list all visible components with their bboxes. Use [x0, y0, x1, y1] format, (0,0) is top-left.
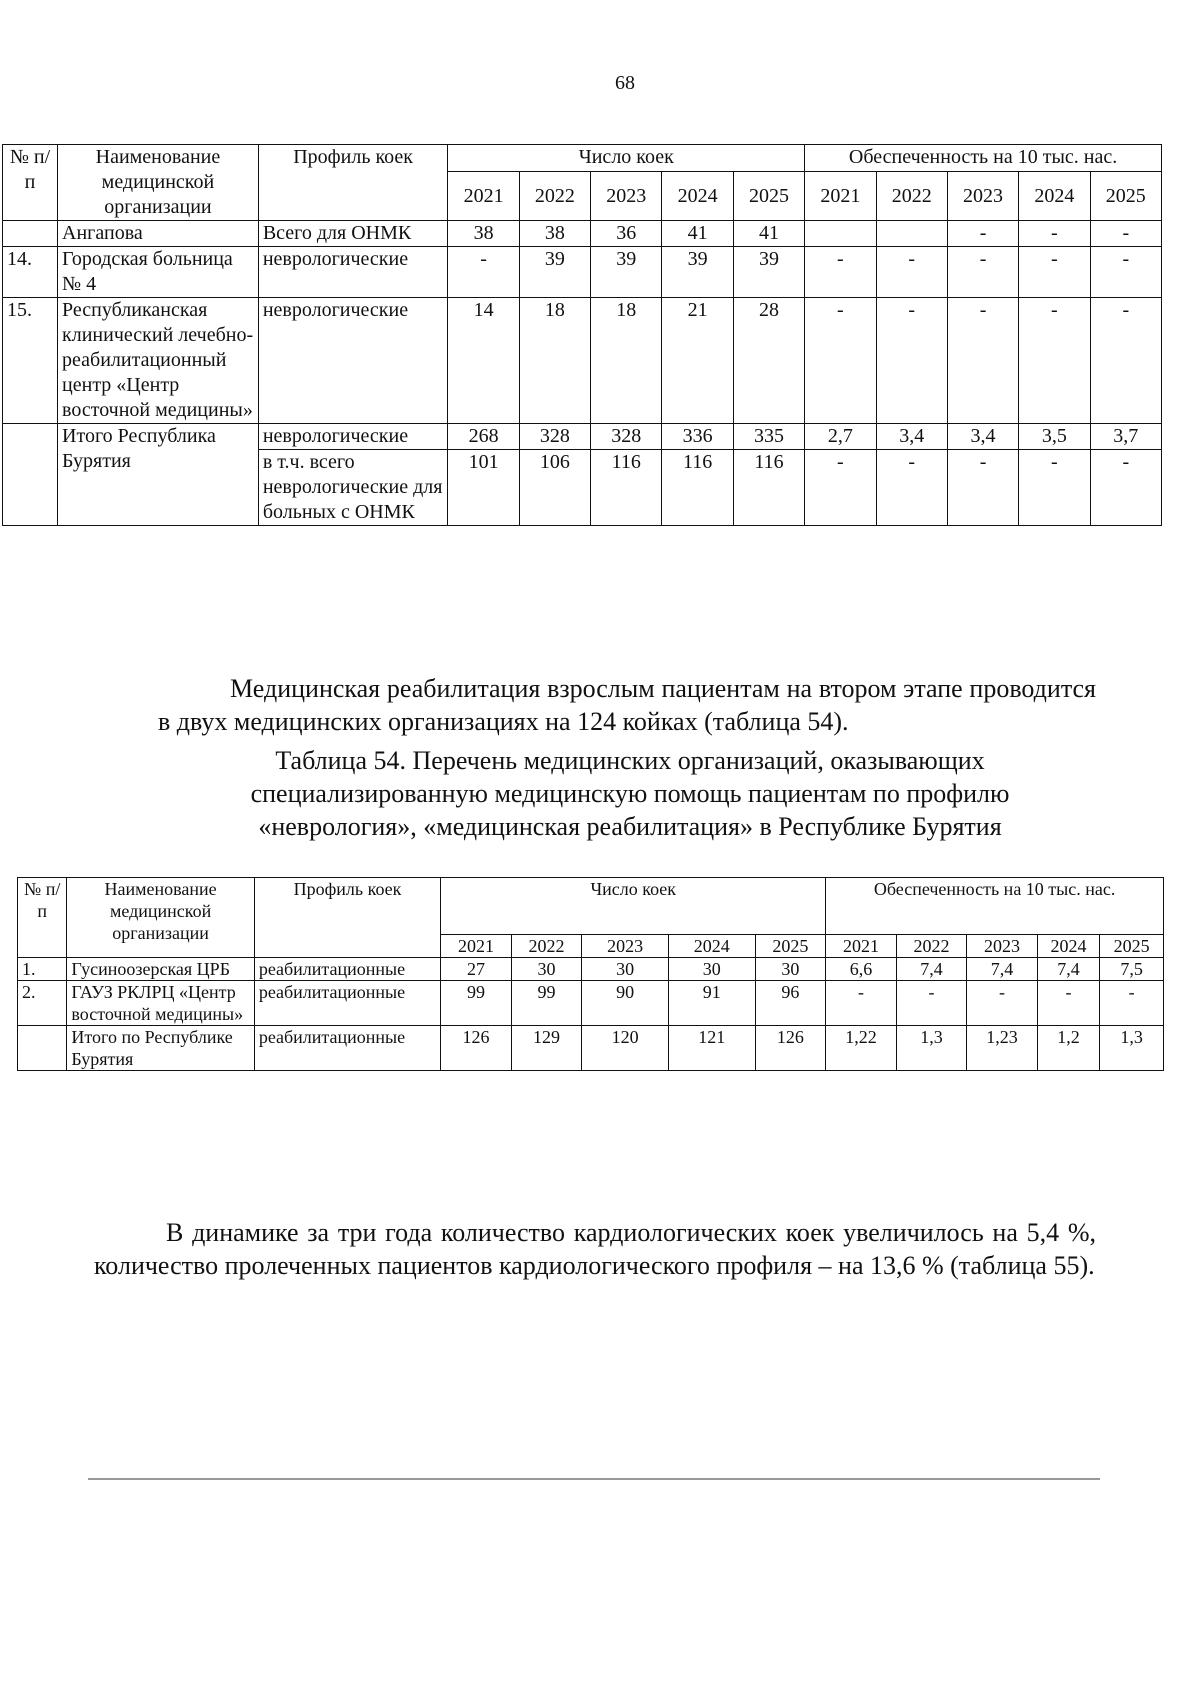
col-header-num: № п/п — [18, 878, 67, 958]
year-header: 2021 — [805, 172, 876, 221]
year-header: 2024 — [1037, 935, 1099, 958]
beds-value: 335 — [733, 424, 804, 450]
bed-profile: реабилитационные — [254, 958, 440, 981]
beds-value: 30 — [755, 958, 826, 981]
beds-value: 101 — [448, 450, 519, 526]
beds-table-neurology — [2, 144, 1162, 526]
table-row — [3, 247, 1162, 298]
footer-divider — [88, 1478, 1100, 1480]
col-header-supply: Обеспеченность на 10 тыс. нас. — [805, 145, 1162, 172]
org-name: Гусиноозерская ЦРБ — [67, 958, 254, 981]
supply-value: - — [876, 247, 947, 298]
beds-value: 328 — [591, 424, 662, 450]
beds-value: 39 — [733, 247, 804, 298]
supply-value: - — [1019, 221, 1090, 247]
org-name: Республиканская клинический лечебно-реабилитационный центр «Центр восточной медицины» — [58, 298, 259, 424]
beds-value: 328 — [519, 424, 590, 450]
year-header: 2024 — [1019, 172, 1090, 221]
table-row-total — [18, 1026, 1164, 1071]
supply-value: - — [1037, 981, 1099, 1026]
org-name: ГАУЗ РКЛРЦ «Центр восточной медицины» — [67, 981, 254, 1026]
supply-value: 1,3 — [896, 1026, 967, 1071]
beds-value: 30 — [582, 958, 669, 981]
supply-value: - — [967, 981, 1038, 1026]
row-num: 1. — [18, 958, 67, 981]
supply-value: 3,5 — [1019, 424, 1090, 450]
year-header: 2025 — [1090, 172, 1161, 221]
bed-profile: неврологические — [258, 247, 448, 298]
beds-value: 91 — [668, 981, 755, 1026]
year-header: 2022 — [876, 172, 947, 221]
supply-value: - — [1100, 981, 1164, 1026]
row-num: 2. — [18, 981, 67, 1026]
supply-value: 1,2 — [1037, 1026, 1099, 1071]
beds-value: 21 — [662, 298, 733, 424]
beds-value: 41 — [662, 221, 733, 247]
row-num: 15. — [3, 298, 58, 424]
col-header-num: № п/п — [3, 145, 58, 221]
col-header-profile: Профиль коек — [258, 145, 448, 221]
paragraph-rehab: Медицинская реабилитация взрослым пациентам на втором этапе проводится в двух медицинских организациях на 124 койках (таблица 54). — [158, 674, 1096, 736]
table-row-total — [3, 424, 1162, 450]
beds-value: 106 — [519, 450, 590, 526]
supply-value: - — [1090, 298, 1161, 424]
supply-value: - — [1019, 450, 1090, 526]
supply-value: 7,4 — [967, 958, 1038, 981]
row-num — [18, 1026, 67, 1071]
table-54 — [17, 877, 1164, 1071]
beds-value: 18 — [519, 298, 590, 424]
beds-value: 36 — [591, 221, 662, 247]
supply-value: - — [947, 247, 1018, 298]
beds-value: 38 — [519, 221, 590, 247]
beds-value: 116 — [591, 450, 662, 526]
supply-value — [805, 221, 876, 247]
supply-value: - — [1019, 298, 1090, 424]
beds-value: 96 — [755, 981, 826, 1026]
year-header: 2021 — [826, 935, 897, 958]
year-header: 2022 — [896, 935, 967, 958]
col-header-beds: Число коек — [448, 145, 805, 172]
table-row — [3, 298, 1162, 424]
year-header: 2023 — [947, 172, 1018, 221]
beds-value: 116 — [733, 450, 804, 526]
beds-value: 268 — [448, 424, 519, 450]
beds-value: 120 — [582, 1026, 669, 1071]
year-header: 2022 — [511, 935, 582, 958]
year-header: 2025 — [733, 172, 804, 221]
beds-value: 336 — [662, 424, 733, 450]
supply-value: - — [947, 450, 1018, 526]
beds-value: - — [448, 247, 519, 298]
year-header: 2021 — [448, 172, 519, 221]
org-name: Городская больница № 4 — [58, 247, 259, 298]
beds-value: 27 — [441, 958, 512, 981]
table-row — [3, 221, 1162, 247]
beds-value: 126 — [755, 1026, 826, 1071]
supply-value: 7,5 — [1100, 958, 1164, 981]
supply-value: 1,23 — [967, 1026, 1038, 1071]
supply-value: - — [805, 247, 876, 298]
supply-value: 3,7 — [1090, 424, 1161, 450]
beds-value: 14 — [448, 298, 519, 424]
col-header-profile: Профиль коек — [254, 878, 440, 958]
supply-value: - — [876, 450, 947, 526]
beds-value: 38 — [448, 221, 519, 247]
supply-value: 3,4 — [876, 424, 947, 450]
beds-value: 90 — [582, 981, 669, 1026]
year-header: 2023 — [591, 172, 662, 221]
beds-value: 41 — [733, 221, 804, 247]
row-num — [3, 424, 58, 526]
bed-profile: в т.ч. всего неврологические для больных с ОНМК — [258, 450, 448, 526]
supply-value: - — [896, 981, 967, 1026]
beds-value: 126 — [441, 1026, 512, 1071]
beds-value: 39 — [662, 247, 733, 298]
row-num: 14. — [3, 247, 58, 298]
beds-value: 129 — [511, 1026, 582, 1071]
supply-value: 7,4 — [1037, 958, 1099, 981]
table-row — [18, 958, 1164, 981]
supply-value: - — [947, 298, 1018, 424]
bed-profile: Всего для ОНМК — [258, 221, 448, 247]
org-name: Итого Республика Бурятия — [58, 424, 259, 526]
supply-value: - — [947, 221, 1018, 247]
col-header-supply: Обеспеченность на 10 тыс. нас. — [826, 878, 1164, 935]
bed-profile: реабилитационные — [254, 1026, 440, 1071]
org-name: Ангапова — [58, 221, 259, 247]
beds-value: 116 — [662, 450, 733, 526]
beds-value: 99 — [441, 981, 512, 1026]
supply-value: - — [826, 981, 897, 1026]
col-header-name: Наименование медицинской организации — [67, 878, 254, 958]
row-num — [3, 221, 58, 247]
supply-value: 3,4 — [947, 424, 1018, 450]
year-header: 2024 — [668, 935, 755, 958]
beds-value: 121 — [668, 1026, 755, 1071]
col-header-beds: Число коек — [441, 878, 826, 935]
supply-value — [876, 221, 947, 247]
beds-value: 30 — [511, 958, 582, 981]
beds-value: 39 — [519, 247, 590, 298]
supply-value: - — [1090, 221, 1161, 247]
year-header: 2025 — [1100, 935, 1164, 958]
paragraph-cardiology: В динамике за три года количество кардиологических коек увеличилось на 5,4 %, количество пролеченных пациентов кардиологического профиля – на 13,6 % (таблица 55). — [94, 1218, 1096, 1280]
year-header: 2021 — [441, 935, 512, 958]
beds-value: 99 — [511, 981, 582, 1026]
supply-value: - — [876, 298, 947, 424]
bed-profile: реабилитационные — [254, 981, 440, 1026]
supply-value: - — [1019, 247, 1090, 298]
year-header: 2024 — [662, 172, 733, 221]
year-header: 2022 — [519, 172, 590, 221]
year-header: 2023 — [582, 935, 669, 958]
supply-value: - — [805, 298, 876, 424]
table-54-caption: Таблица 54. Перечень медицинских организаций, оказывающих специализированную медицинскую помощь пациентам по профилю «неврология», «медицинская реабилитация» в Республике Бурятия — [250, 746, 1010, 841]
col-header-name: Наименование медицинской организации — [58, 145, 259, 221]
beds-value: 30 — [668, 958, 755, 981]
bed-profile: неврологические — [258, 424, 448, 450]
supply-value: 6,6 — [826, 958, 897, 981]
year-header: 2025 — [755, 935, 826, 958]
supply-value: 1,22 — [826, 1026, 897, 1071]
org-name: Итого по Республике Бурятия — [67, 1026, 254, 1071]
table-row — [18, 981, 1164, 1026]
supply-value: 2,7 — [805, 424, 876, 450]
supply-value: - — [1090, 450, 1161, 526]
year-header: 2023 — [967, 935, 1038, 958]
supply-value: - — [1090, 247, 1161, 298]
supply-value: 7,4 — [896, 958, 967, 981]
supply-value: 1,3 — [1100, 1026, 1164, 1071]
page-number: 68 — [615, 72, 635, 94]
bed-profile: неврологические — [258, 298, 448, 424]
beds-value: 28 — [733, 298, 804, 424]
supply-value: - — [805, 450, 876, 526]
beds-value: 39 — [591, 247, 662, 298]
beds-value: 18 — [591, 298, 662, 424]
